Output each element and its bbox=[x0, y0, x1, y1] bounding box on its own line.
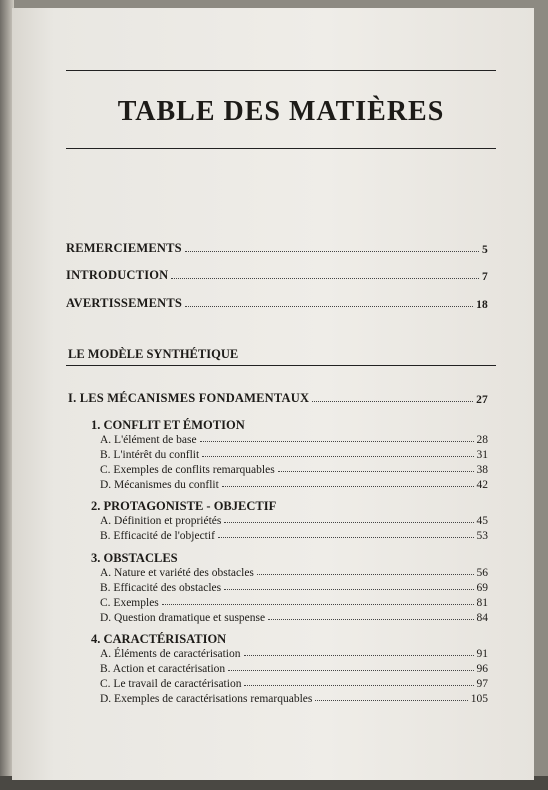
section-heading: 3. OBSTACLES bbox=[91, 551, 178, 565]
toc-entry-label: D. Mécanismes du conflit bbox=[100, 479, 219, 491]
dot-leader bbox=[162, 604, 474, 605]
title-top-rule bbox=[66, 70, 496, 71]
toc-entry-page: 81 bbox=[476, 597, 488, 609]
toc-entry-page: 5 bbox=[482, 244, 488, 256]
toc-entry-label: INTRODUCTION bbox=[66, 268, 169, 282]
toc-entry[interactable] bbox=[100, 608, 488, 624]
toc-entry-page: 96 bbox=[476, 663, 488, 675]
toc-entry-label: A. Définition et propriétés bbox=[100, 515, 222, 527]
toc-entry-page: 84 bbox=[476, 612, 488, 624]
dot-leader bbox=[218, 537, 474, 538]
toc-entry-remerciements[interactable] bbox=[66, 240, 488, 256]
toc-entry[interactable] bbox=[100, 563, 488, 579]
toc-entry[interactable] bbox=[100, 526, 488, 542]
toc-entry-label: B. L'intérêt du conflit bbox=[100, 449, 200, 461]
toc-entry-page: 97 bbox=[476, 678, 488, 690]
toc-entry-page: 56 bbox=[476, 567, 488, 579]
toc-entry[interactable] bbox=[100, 578, 488, 594]
toc-entry[interactable] bbox=[100, 475, 488, 491]
toc-chapter-label: I. LES MÉCANISMES FONDAMENTAUX bbox=[68, 391, 310, 405]
dot-leader bbox=[244, 685, 473, 686]
toc-entry-page: 105 bbox=[470, 693, 488, 705]
dot-leader bbox=[268, 619, 473, 620]
toc-chapter-page: 27 bbox=[476, 394, 488, 406]
book-page bbox=[12, 8, 534, 780]
toc-entry-label: A. Nature et variété des obstacles bbox=[100, 567, 254, 579]
dot-leader bbox=[315, 700, 467, 701]
dot-leader bbox=[278, 471, 474, 472]
toc-entry[interactable] bbox=[100, 644, 488, 660]
toc-entry-page: 18 bbox=[476, 299, 488, 311]
toc-entry[interactable] bbox=[100, 511, 488, 527]
toc-entry-label: B. Efficacité des obstacles bbox=[100, 582, 222, 594]
dot-leader bbox=[222, 486, 474, 487]
toc-entry-page: 69 bbox=[476, 582, 488, 594]
toc-entry-label: AVERTISSEMENTS bbox=[66, 296, 183, 310]
toc-chapter-mecanismes[interactable] bbox=[68, 390, 488, 406]
dot-leader bbox=[200, 441, 474, 442]
toc-entry-label: REMERCIEMENTS bbox=[66, 241, 182, 255]
toc-entry-label: C. Exemples de conflits remarquables bbox=[100, 464, 275, 476]
section-heading: 2. PROTAGONISTE - OBJECTIF bbox=[91, 499, 277, 513]
toc-entry-label: D. Exemples de caractérisations remarquables bbox=[100, 693, 313, 705]
dot-leader bbox=[244, 655, 474, 656]
toc-entry[interactable] bbox=[100, 593, 488, 609]
dot-leader bbox=[257, 574, 474, 575]
toc-entry-label: C. Exemples bbox=[100, 597, 159, 609]
toc-entry-page: 42 bbox=[476, 479, 488, 491]
toc-entry-label: D. Question dramatique et suspense bbox=[100, 612, 266, 624]
toc-entry-page: 38 bbox=[476, 464, 488, 476]
toc-entry-label: A. Éléments de caractérisation bbox=[100, 648, 241, 660]
toc-entry[interactable] bbox=[100, 689, 488, 705]
toc-entry[interactable] bbox=[100, 674, 488, 690]
toc-entry-page: 7 bbox=[482, 271, 488, 283]
toc-entry-page: 91 bbox=[476, 648, 488, 660]
toc-entry[interactable] bbox=[100, 445, 488, 461]
dot-leader bbox=[202, 456, 473, 457]
toc-entry[interactable] bbox=[100, 659, 488, 675]
toc-entry-label: B. Action et caractérisation bbox=[100, 663, 226, 675]
toc-entry-page: 53 bbox=[476, 530, 488, 542]
dot-leader bbox=[312, 401, 473, 402]
toc-entry-introduction[interactable] bbox=[66, 267, 488, 283]
toc-entry-label: A. L'élément de base bbox=[100, 434, 197, 446]
section-heading: 4. CARACTÉRISATION bbox=[91, 632, 227, 646]
dot-leader bbox=[228, 670, 473, 671]
dot-leader bbox=[171, 278, 479, 279]
section-heading: 1. CONFLIT ET ÉMOTION bbox=[91, 418, 245, 432]
part-heading: LE MODÈLE SYNTHÉTIQUE bbox=[68, 347, 239, 361]
page-title: TABLE DES MATIÈRES bbox=[117, 96, 445, 127]
toc-entry-page: 45 bbox=[476, 515, 488, 527]
toc-entry-label: B. Efficacité de l'objectif bbox=[100, 530, 215, 542]
toc-entry-avertissements[interactable] bbox=[66, 295, 488, 311]
dot-leader bbox=[224, 522, 473, 523]
part-heading-rule bbox=[66, 365, 496, 366]
dot-leader bbox=[185, 251, 479, 252]
dot-leader bbox=[224, 589, 473, 590]
title-bottom-rule bbox=[66, 148, 496, 149]
toc-entry-page: 31 bbox=[476, 449, 488, 461]
dot-leader bbox=[185, 306, 473, 307]
toc-entry[interactable] bbox=[100, 430, 488, 446]
toc-entry[interactable] bbox=[100, 460, 488, 476]
toc-entry-page: 28 bbox=[476, 434, 488, 446]
toc-entry-label: C. Le travail de caractérisation bbox=[100, 678, 242, 690]
